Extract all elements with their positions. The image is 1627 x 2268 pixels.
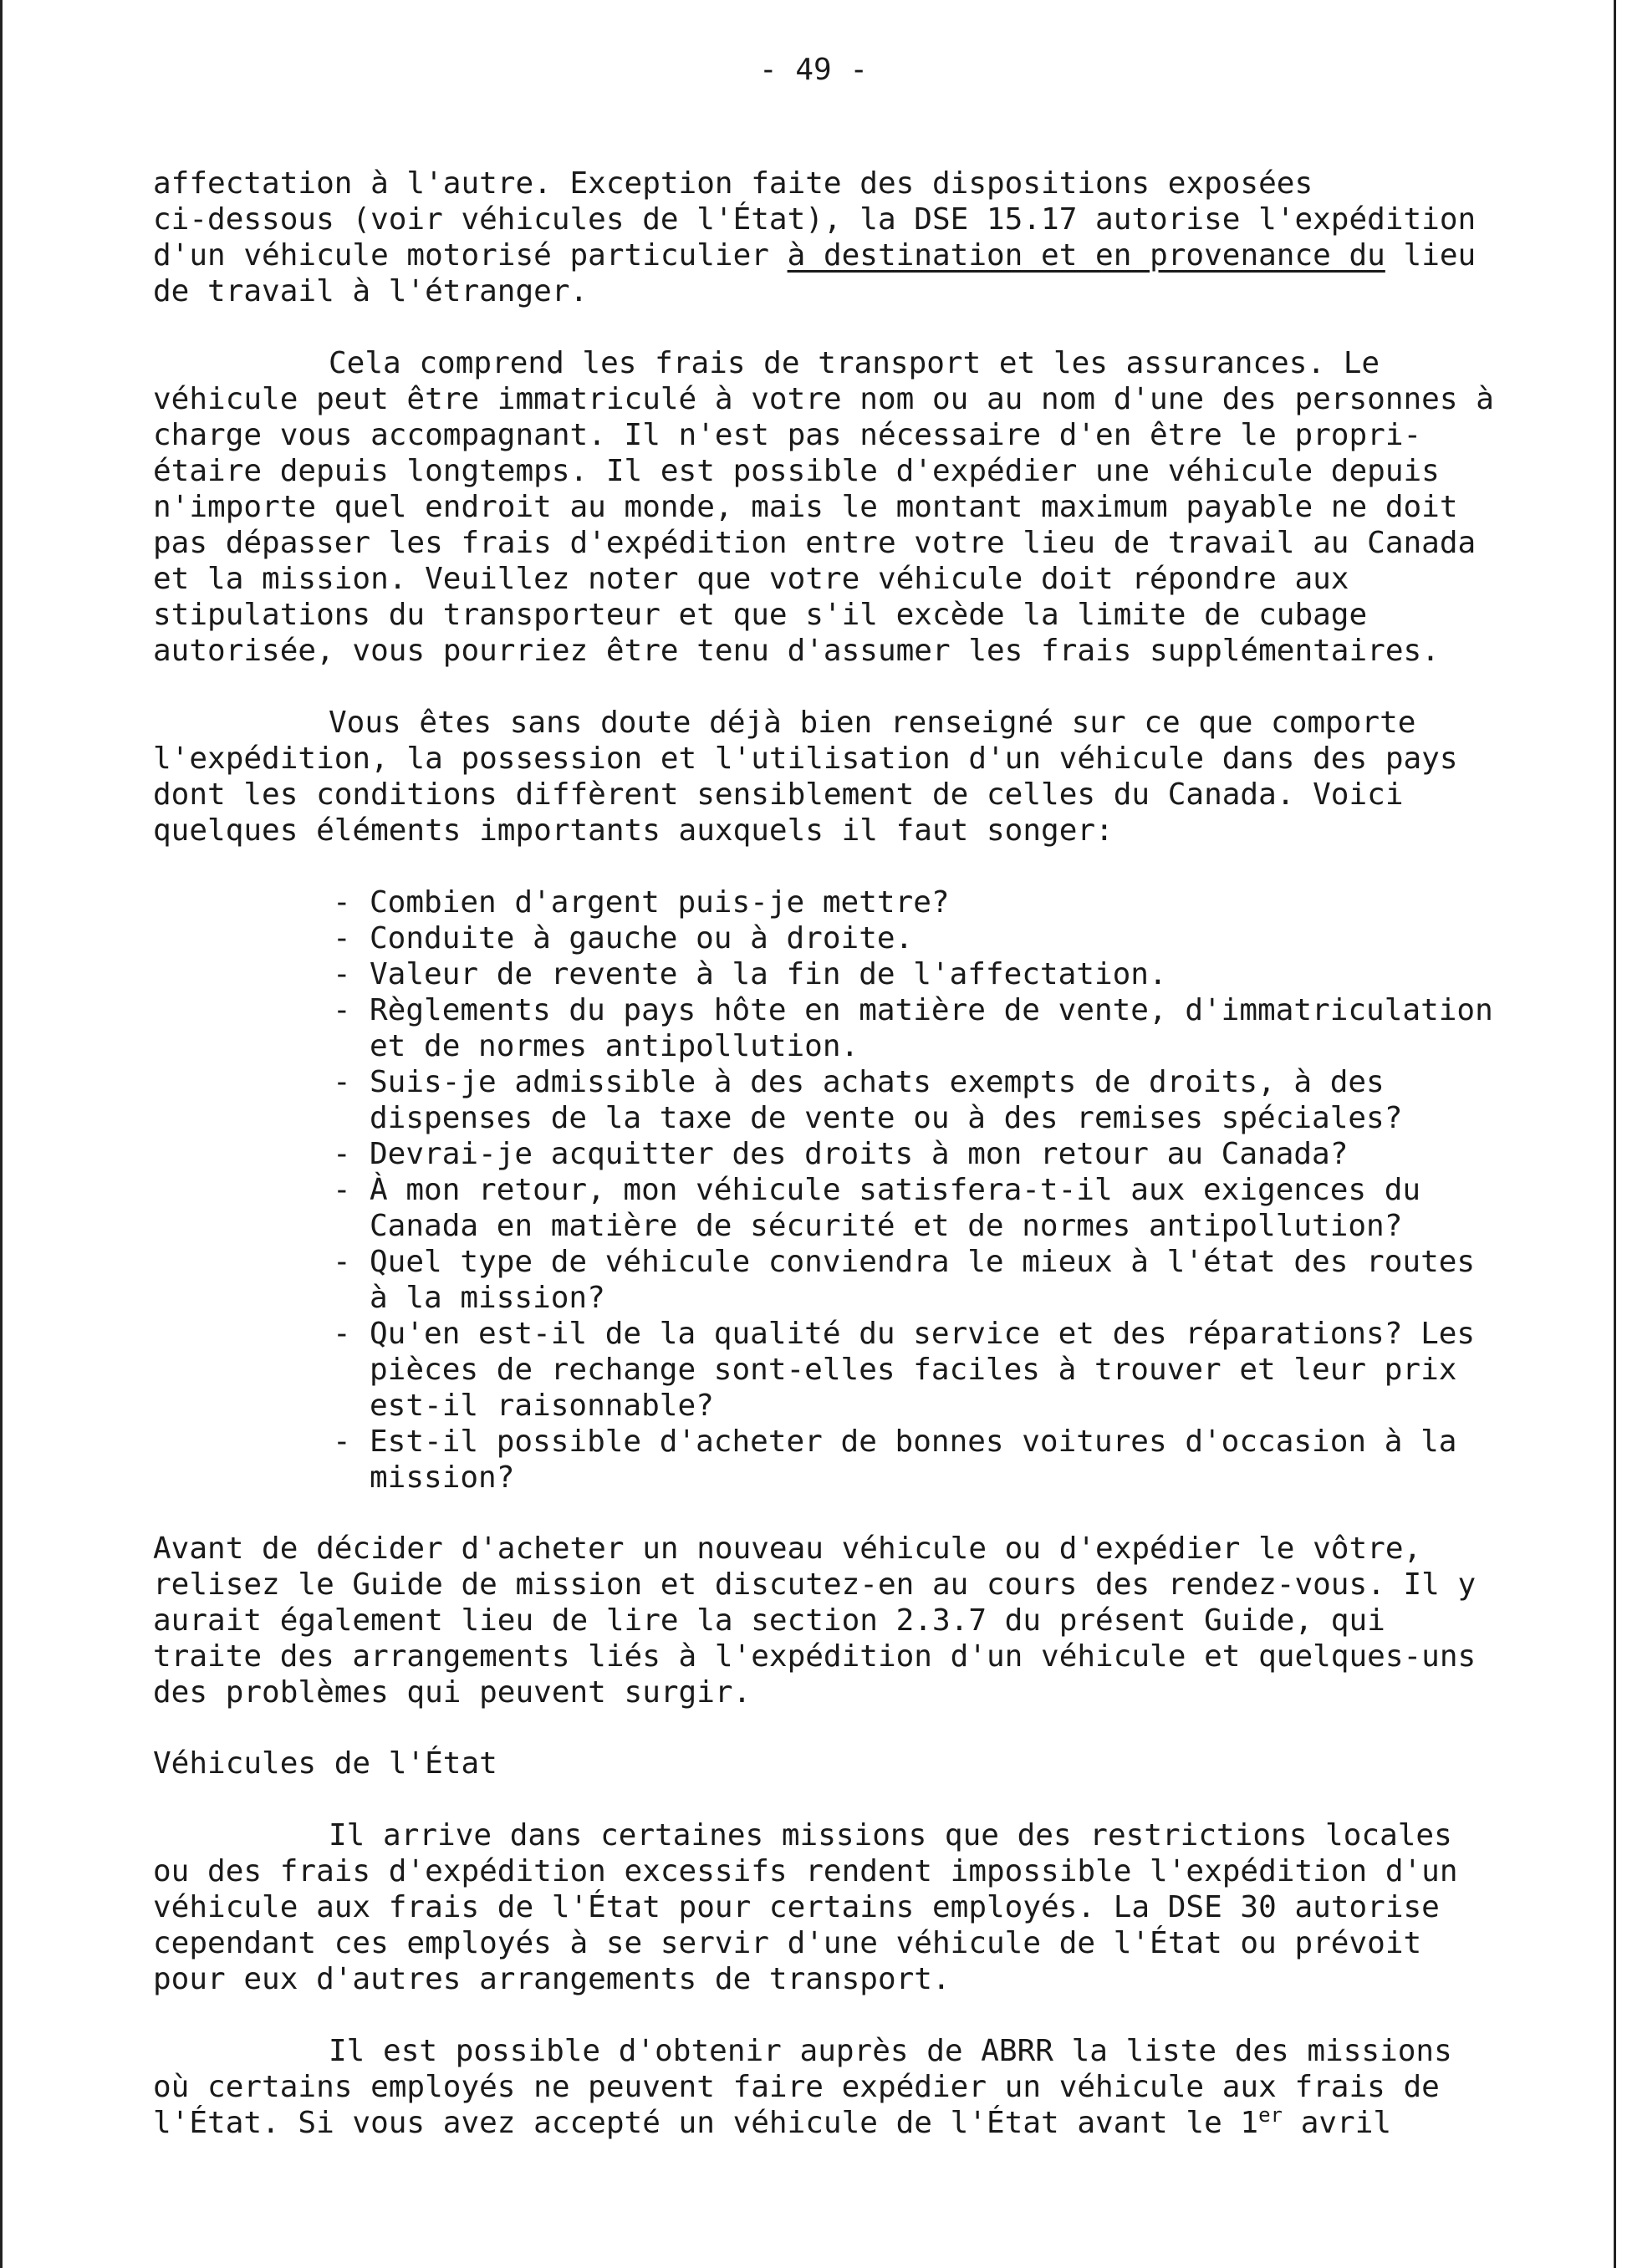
text-line: stipulations du transporteur et que s'il excède la limite de cubage (153, 598, 1368, 632)
text-line: dispenses de la taxe de vente ou à des remises spéciales? (370, 1101, 1403, 1135)
list-item (333, 956, 1491, 992)
list-item (333, 1316, 1491, 1424)
text-line: à la mission? (370, 1281, 605, 1315)
text-line: pièces de rechange sont-elles faciles à trouver et leur prix (370, 1353, 1457, 1387)
page-number: - 49 - (758, 53, 869, 87)
text-line: Suis-je admissible à des achats exempts de droits, à des (370, 1065, 1385, 1099)
text-line: Il arrive dans certaines missions que des restrictions locales (329, 1818, 1452, 1853)
document-body (153, 166, 1494, 2141)
underlined-phrase: à destination et en provenance du (787, 238, 1385, 273)
list-item (333, 992, 1491, 1064)
text-line: autorisée, vous pourriez être tenu d'assumer les frais supplémentaires. (153, 634, 1440, 668)
text-line: À mon retour, mon véhicule satisfera-t-il aux exigences du (370, 1173, 1421, 1207)
section-heading: Véhicules de l'État (153, 1746, 497, 1781)
text-line: Avant de décider d'acheter un nouveau véhicule ou d'expédier le vôtre, (153, 1532, 1422, 1566)
text-line: Cela comprend les frais de transport et les assurances. Le (329, 346, 1380, 380)
text-line: véhicule aux frais de l'État pour certains employés. La DSE 30 autorise (153, 1890, 1440, 1924)
text-line: Qu'en est-il de la qualité du service et des réparations? Les (370, 1317, 1476, 1351)
list-item (333, 1244, 1491, 1316)
text-line: quelques éléments importants auxquels il faut songer: (153, 813, 1114, 848)
list-item (333, 1172, 1491, 1244)
text-line (153, 237, 1491, 273)
text-line: Règlements du pays hôte en matière de vente, d'immatriculation (370, 993, 1493, 1027)
text-line: Vous êtes sans doute déjà bien renseigné sur ce que comporte (329, 706, 1416, 740)
text-line: ci-dessous (voir véhicules de l'État), la DSE 15.17 autorise l'expédition (153, 202, 1477, 237)
text-line: où certains employés ne peuvent faire expédier un véhicule aux frais de (153, 2070, 1440, 2104)
text-line: Il est possible d'obtenir auprès de ABRR la liste des missions (329, 2034, 1452, 2068)
text-line: dont les conditions diffèrent sensiblement de celles du Canada. Voici (153, 777, 1404, 812)
paragraph-2 (153, 345, 1494, 669)
text-line: mission? (370, 1460, 515, 1495)
considerations-list (333, 884, 1491, 1496)
text-line: aurait également lieu de lire la section 2.3.7 du présent Guide, qui (153, 1603, 1385, 1638)
text-line: pour eux d'autres arrangements de transport. (153, 1962, 951, 1996)
paragraph-3 (153, 705, 1491, 849)
superscript: er (1258, 2103, 1283, 2127)
text-line: étaire depuis longtemps. Il est possible d'expédier une véhicule depuis (153, 454, 1440, 488)
list-item (333, 920, 1491, 956)
text-line: l'expédition, la possession et l'utilisation d'un véhicule dans des pays (153, 742, 1458, 776)
text-line: cependant ces employés à se servir d'une véhicule de l'État ou prévoit (153, 1926, 1422, 1960)
text-line: Combien d'argent puis-je mettre? (370, 885, 950, 920)
text-segment: avril (1283, 2106, 1392, 2140)
text-line: traite des arrangements liés à l'expédition d'un véhicule et quelques-uns (153, 1639, 1477, 1674)
text-segment: d'un véhicule motorisé particulier (153, 238, 788, 273)
text-line: et la mission. Veuillez noter que votre véhicule doit répondre aux (153, 562, 1349, 596)
bullet-dash: - (333, 1137, 351, 1171)
paragraph-1 (153, 166, 1491, 309)
bullet-dash: - (333, 1425, 351, 1459)
text-line: est-il raisonnable? (370, 1389, 714, 1423)
paragraph-4 (153, 1531, 1491, 1710)
bullet-dash: - (333, 1317, 351, 1351)
bullet-dash: - (333, 885, 351, 920)
list-item (333, 1424, 1491, 1496)
text-line: ou des frais d'expédition excessifs rendent impossible l'expédition d'un (153, 1854, 1458, 1888)
bullet-dash: - (333, 1065, 351, 1099)
text-line: Devrai-je acquitter des droits à mon retour au Canada? (370, 1137, 1349, 1171)
text-segment: l'État. Si vous avez accepté un véhicule de l'État avant le 1 (153, 2106, 1259, 2140)
bullet-dash: - (333, 921, 351, 956)
text-line: véhicule peut être immatriculé à votre nom ou au nom d'une des personnes à (153, 382, 1494, 416)
scan-left-edge (0, 0, 3, 2268)
bullet-dash: - (333, 957, 351, 991)
text-line: et de normes antipollution. (370, 1029, 859, 1063)
scan-right-edge (1614, 0, 1616, 2268)
text-line: affectation à l'autre. Exception faite des dispositions exposées (153, 166, 1313, 201)
text-line: Est-il possible d'acheter de bonnes voitures d'occasion à la (370, 1425, 1457, 1459)
text-line: Quel type de véhicule conviendra le mieux à l'état des routes (370, 1245, 1476, 1279)
text-line: Valeur de revente à la fin de l'affectation. (370, 957, 1167, 991)
bullet-dash: - (333, 993, 351, 1027)
list-item (333, 1064, 1491, 1136)
list-item (333, 1136, 1491, 1172)
text-line: charge vous accompagnant. Il n'est pas nécessaire d'en être le propri- (153, 418, 1422, 452)
text-line: de travail à l'étranger. (153, 274, 589, 308)
text-line: relisez le Guide de mission et discutez-en au cours des rendez-vous. Il y (153, 1567, 1477, 1602)
text-line: Conduite à gauche ou à droite. (370, 921, 914, 956)
text-line: pas dépasser les frais d'expédition entre votre lieu de travail au Canada (153, 526, 1477, 560)
text-line: Canada en matière de sécurité et de normes antipollution? (370, 1209, 1403, 1243)
bullet-dash: - (333, 1245, 351, 1279)
bullet-dash: - (333, 1173, 351, 1207)
paragraph-6 (153, 2033, 1491, 2141)
text-line: des problèmes qui peuvent surgir. (153, 1675, 752, 1710)
text-segment: lieu (1385, 238, 1477, 273)
text-line (153, 2105, 1491, 2141)
paragraph-5 (153, 1817, 1491, 1997)
text-line: n'importe quel endroit au monde, mais le montant maximum payable ne doit (153, 490, 1458, 524)
list-item (333, 884, 1491, 920)
